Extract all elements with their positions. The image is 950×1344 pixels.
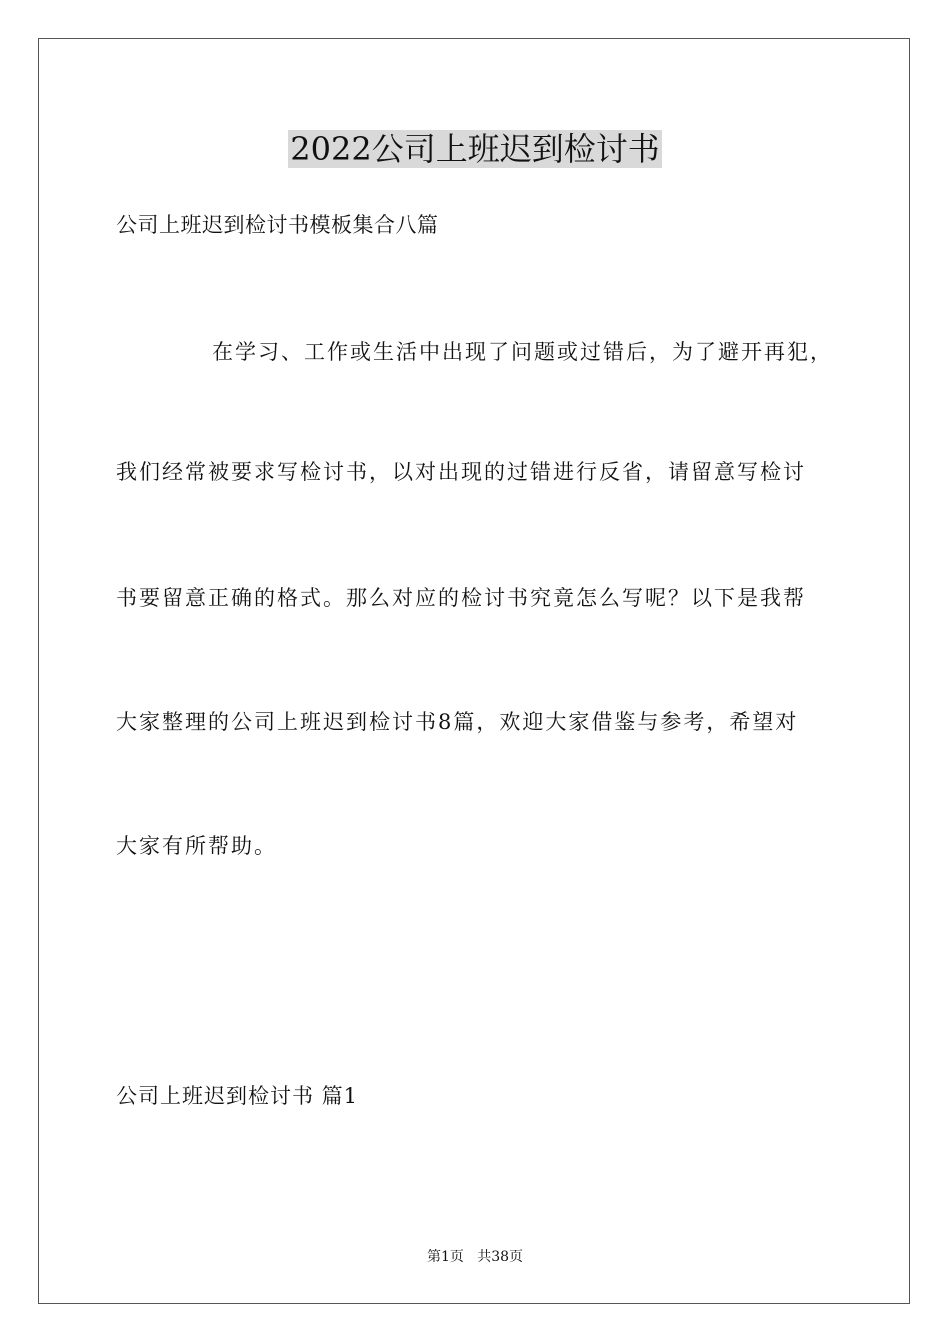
document-subtitle: 公司上班迟到检讨书模板集合八篇	[116, 213, 439, 237]
document-title	[0, 126, 950, 172]
section-heading: 公司上班迟到检讨书 篇1	[116, 1084, 359, 1108]
paragraph-line-5: 大家有所帮助。	[116, 834, 277, 858]
paragraph-line-2: 我们经常被要求写检讨书，以对出现的过错进行反省，请留意写检讨	[116, 460, 806, 484]
document-title-text: 2022公司上班迟到检讨书	[290, 130, 660, 168]
page-footer: 第1页 共38页	[426, 1249, 524, 1265]
paragraph-line-1: 在学习、工作或生活中出现了问题或过错后，为了避开再犯，	[212, 340, 833, 364]
paragraph-line-4: 大家整理的公司上班迟到检讨书8篇，欢迎大家借鉴与参考，希望对	[116, 710, 799, 734]
paragraph-line-3: 书要留意正确的格式。那么对应的检讨书究竟怎么写呢？以下是我帮	[116, 586, 806, 610]
